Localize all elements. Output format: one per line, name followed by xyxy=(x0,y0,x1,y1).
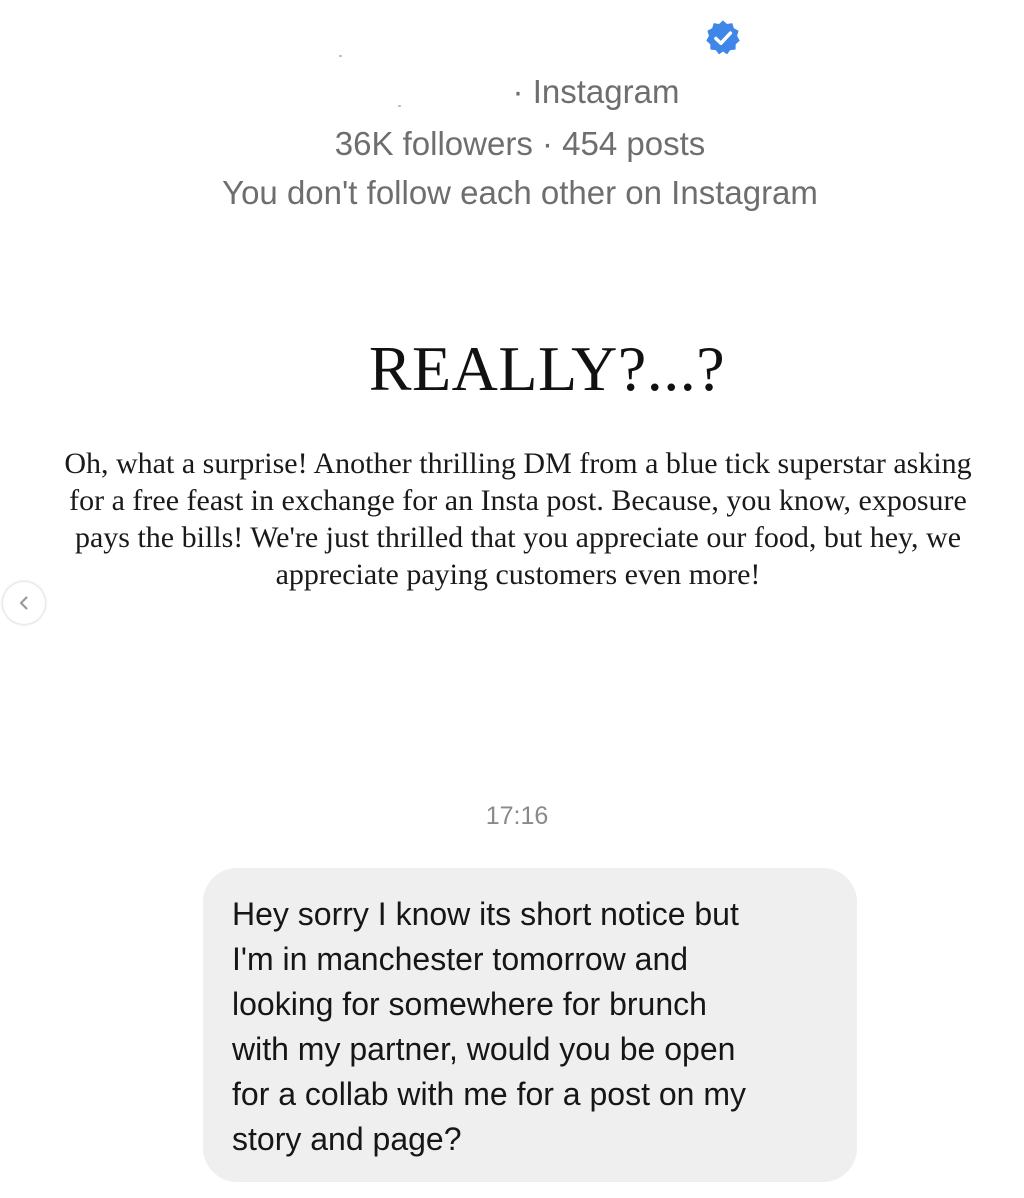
message-timestamp: 17:16 xyxy=(485,802,549,830)
follow-status: You don't follow each other on Instagram xyxy=(222,174,818,211)
verified-badge-icon xyxy=(704,19,742,57)
carousel-previous-button[interactable] xyxy=(3,582,45,624)
redaction-mark xyxy=(339,55,342,57)
message-text: Hey sorry I know its short notice but I'm in manchester tomorrow and looking for somewhere for brunch with my partner, would you be open for a collab with me for a post on my story and page? xyxy=(232,896,746,1157)
message-bubble[interactable] xyxy=(203,868,857,1182)
profile-platform: · Instagram xyxy=(512,73,680,110)
profile-stats: 36K followers · 454 posts xyxy=(334,125,706,162)
post-body: Oh, what a surprise! Another thrilling DM from a blue tick superstar asking for a free feast in exchange for an Insta post. Because, you know, exposure pays the bills! We're just thrilled that you appreciate our food, but hey, we appreciate paying customers even more! xyxy=(64,447,972,591)
chevron-left-icon xyxy=(16,595,32,611)
post-title: REALLY?...? xyxy=(368,333,726,404)
